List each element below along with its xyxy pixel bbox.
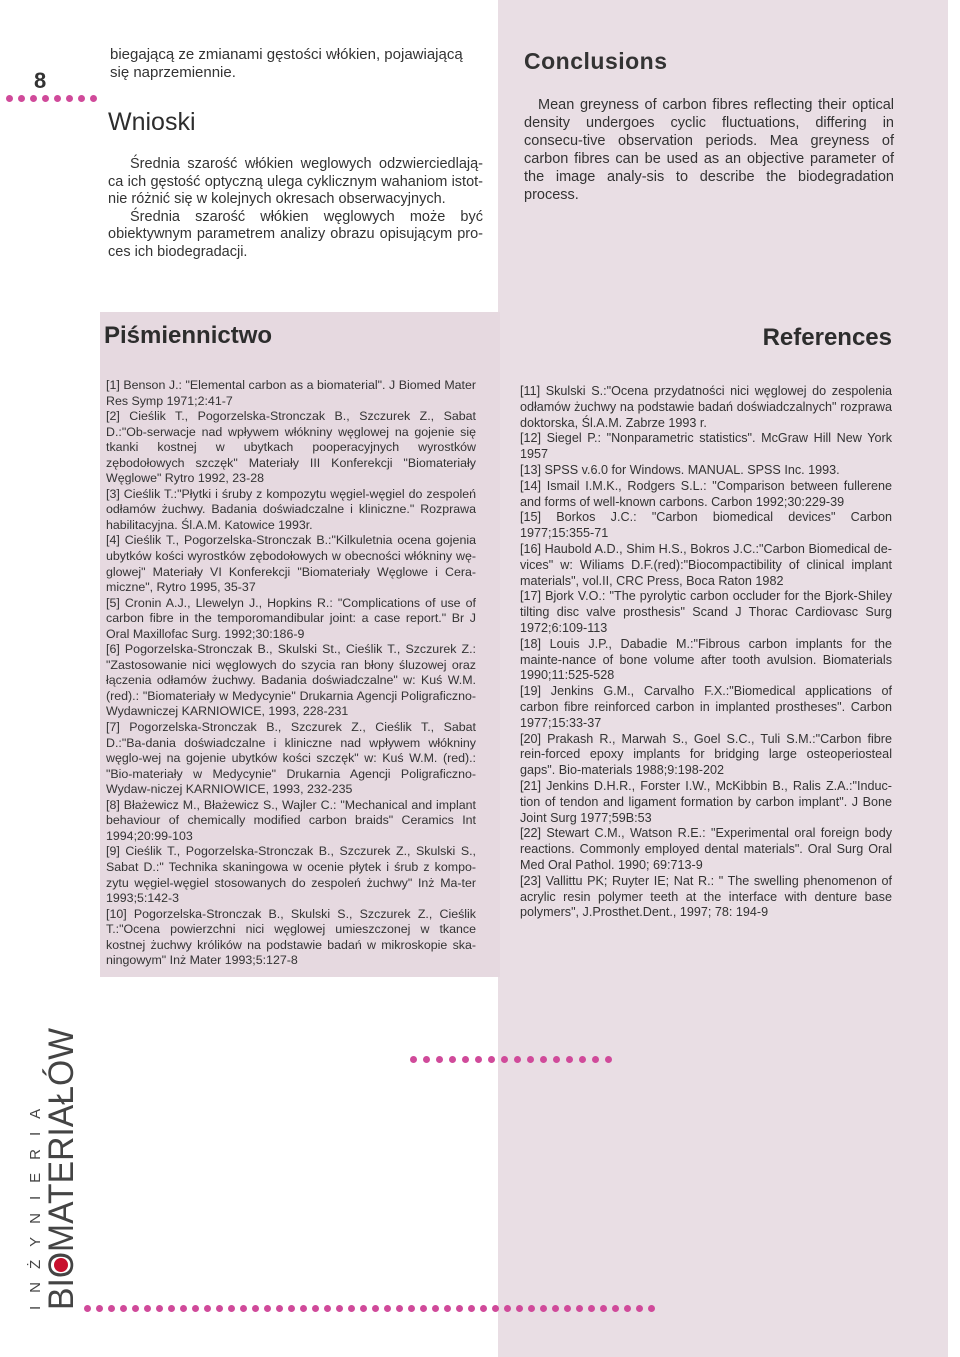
decor-dot	[132, 1305, 139, 1312]
heading-references: References	[762, 324, 892, 351]
decor-dot	[552, 1305, 559, 1312]
decor-dot	[492, 1305, 499, 1312]
decor-dot	[384, 1305, 391, 1312]
heading-conclusions: Conclusions	[524, 48, 668, 74]
polish-conclusions	[108, 156, 483, 261]
decor-dot	[324, 1305, 331, 1312]
reference-item: [12] Siegel P.: "Nonparametric statistics". McGraw Hill New York 1957	[520, 431, 892, 462]
decor-dot	[592, 1056, 599, 1063]
decor-dot	[475, 1056, 482, 1063]
reference-item: [22] Stewart C.M., Watson R.E.: "Experimental oral foreign body reactions. Commonly employed dental materials". Oral Surg Oral Med Oral Pathol. 1990; 69:713-9	[520, 826, 892, 872]
decor-dot	[18, 95, 25, 102]
decor-dot	[96, 1305, 103, 1312]
decor-dot	[336, 1305, 343, 1312]
decor-dot	[462, 1056, 469, 1063]
references-list-right	[520, 384, 892, 921]
heading-pismiennictwo: Piśmiennictwo	[104, 322, 273, 349]
decor-dot	[408, 1305, 415, 1312]
journal-name-lower: BIOMATERIAŁÓW	[42, 1025, 78, 1310]
reference-item: [17] Bjork V.O.: "The pyrolytic carbon occluder for the Bjork-Shiley tilting disc valve prosthesis" Scand J Thorac Cardiovasc Surg 1972;6:109-113	[520, 589, 892, 635]
decor-dot	[288, 1305, 295, 1312]
reference-item: [19] Jenkins G.M., Carvalho F.X.:"Biomedical applications of carbon fibre reinforced carbon in implanted prostheses". Carbon 1977;15:33-37	[520, 684, 892, 730]
page-number: 8	[34, 68, 47, 93]
reference-item: [7] Pogorzelska-Stronczak B., Szczurek Z., Cieślik T., Sabat D.:"Ba-dania doświadczalne i kliniczne nad wpływem włókniny węglo-wej na gojenie ubytków kości szczęk" w: Kuś W.M. (red).: "Bio-materiały w Medycynie" Drukarnia Agencji Poligraficzno-Wydaw-niczej KARNIOWICE, 1993, 232-235	[106, 720, 476, 797]
decor-dot	[6, 95, 13, 102]
decor-dot	[204, 1305, 211, 1312]
decor-dot	[84, 1305, 91, 1312]
decor-dot	[42, 95, 49, 102]
decor-dot	[514, 1056, 521, 1063]
decor-dot	[156, 1305, 163, 1312]
decor-dot	[108, 1305, 115, 1312]
journal-name-upper: INŻYNIERIA	[27, 1095, 44, 1310]
decor-dot	[66, 95, 73, 102]
decor-dot	[423, 1056, 430, 1063]
decor-dot	[516, 1305, 523, 1312]
reference-item: [20] Prakash R., Marwah S., Goel S.C., Tuli S.M.:"Carbon fibre rein-forced epoxy implants for bridging large osteoperiosteal gaps". Bio-materials 1988;9:198-202	[520, 731, 892, 778]
reference-item: [15] Borkos J.C.: "Carbon biomedical devices" Carbon 1977;15:355-71	[520, 510, 892, 541]
decor-dot	[252, 1305, 259, 1312]
decor-dot	[553, 1056, 560, 1063]
decor-dot	[312, 1305, 319, 1312]
decor-dot	[624, 1305, 631, 1312]
decor-dot	[144, 1305, 151, 1312]
decor-dots-middle	[410, 1056, 612, 1063]
decor-dot	[488, 1056, 495, 1063]
decor-dot	[276, 1305, 283, 1312]
decor-dot	[444, 1305, 451, 1312]
decor-dot	[360, 1305, 367, 1312]
decor-dot	[30, 95, 37, 102]
decor-dot	[528, 1305, 535, 1312]
decor-dot	[504, 1305, 511, 1312]
decor-dot	[264, 1305, 271, 1312]
reference-item: [11] Skulski S.:"Ocena przydatności nici węglowej do zespolenia odłamów żuchwy na podstawie badań doświadczalnych" rozprawa doktorska, Śl.A.M. Zabrze 1993 r.	[520, 384, 892, 430]
decor-dot	[648, 1305, 655, 1312]
decor-dot	[54, 95, 61, 102]
decor-dot	[564, 1305, 571, 1312]
decor-dot	[420, 1305, 427, 1312]
reference-item: [13] SPSS v.6.0 for Windows. MANUAL. SPSS Inc. 1993.	[520, 462, 840, 477]
decor-dot	[78, 95, 85, 102]
polish-conclusion-paragraph: Średnia szarość włókien węglowych może być obiektywnym parametrem analizy obrazu opisującym pro-ces ich biodegradacji.	[108, 208, 483, 260]
decor-dot	[612, 1305, 619, 1312]
decor-dot	[192, 1305, 199, 1312]
reference-item: [14] Ismail I.M.K., Rodgers S.L.: "Comparison between fullerene and forms of well-known carbons. Carbon 1992;30:229-39	[520, 478, 892, 509]
reference-item: [4] Cieślik T., Pogorzelska-Stronczak B.:"Kilkuletnia ocena gojenia ubytków kości wyrostków zębodołowych w obecności włókniny wę-glowej" Materiały VI Konferekcji "Biomateriały Węglowe i Cera-miczne", Rytro 1995, 35-37	[106, 533, 476, 595]
decor-dot	[468, 1305, 475, 1312]
reference-item: [2] Cieślik T., Pogorzelska-Stronczak B., Szczurek Z., Sabat D.:"Ob-serwacje nad wpływem włókniny węglowej na gojenie się tkanki kostnej w ubytkach pooperacyjnych wyrostków zębodołowych szczęk" Materiały III Konferekcji "Biomateriały Węglowe" Rytro 1992, 23-28	[106, 409, 476, 486]
polish-intro-text: biegającą ze zmianami gęstości włókien, pojawiającą się naprzemiennie.	[110, 46, 463, 81]
decor-dot	[600, 1305, 607, 1312]
decor-dot	[540, 1056, 547, 1063]
decor-dot	[410, 1056, 417, 1063]
decor-dot	[228, 1305, 235, 1312]
reference-item: [8] Błażewicz M., Błażewicz S., Wajler C.: "Mechanical and implant behaviour of chemically modified carbon braids" Ceramics Int 1994;20:99-103	[106, 797, 476, 843]
references-list-left	[106, 378, 476, 969]
heading-wnioski: Wnioski	[108, 108, 196, 136]
decor-dot	[579, 1056, 586, 1063]
reference-item: [9] Cieślik T., Pogorzelska-Stronczak B., Szczurek Z., Skulski S., Sabat D.:" Technika skaningowa w ocenie płytek i śrub z kompo-zytu węgiel-węgiel stosowanych do zespoleń żuchwy" Inż Ma-ter 1993;5:142-3	[106, 844, 476, 906]
reference-item: [18] Louis J.P., Dabadie M.:"Fibrous carbon implants for the mainte-nance of bone volume after tooth avulsion. Biomaterials 1990;11:525-528	[520, 636, 892, 683]
english-conclusions: Mean greyness of carbon fibres reflecting their optical density undergoes cyclic fluctuations, differing in consecu-tive observation periods. Mea greyness of carbon fibres can be used as an objective parameter of the image analy-sis to describe the biodegradation process.	[524, 97, 894, 203]
decor-dot	[90, 95, 97, 102]
decor-dot	[240, 1305, 247, 1312]
decor-dot	[576, 1305, 583, 1312]
decor-dot	[527, 1056, 534, 1063]
decor-dot	[456, 1305, 463, 1312]
decor-dot	[396, 1305, 403, 1312]
decor-dot	[168, 1305, 175, 1312]
decor-dot	[436, 1056, 443, 1063]
reference-item: [21] Jenkins D.H.R., Forster I.W., McKibbin B., Ralis Z.A.:"Induc-tion of tendon and ligament formation by carbon implant". J Bone Joint Surg 1977;59B:53	[520, 778, 892, 825]
reference-item: [16] Haubold A.D., Shim H.S., Bokros J.C.:"Carbon Biomedical de-vices" w: Wiliams D.F.(red):"Biocompactibility of clinical implant materials", vol.II, CRC Press, Boca Raton 1982	[520, 541, 892, 588]
reference-item: [6] Pogorzelska-Stronczak B., Skulski St., Cieślik T., Szczurek Z.: "Zastosowanie nici węglowych do szycia ran błony śluzowej oraz łączenia odłamów żuchwy. Badania doświadczalne" w: Kuś W.M. (red).: "Biomateriały w Medycynie" Drukarnia Agencji Poligraficzno-Wydawniczej KARNIOWICE, 1993, 228-231	[106, 642, 476, 719]
reference-item: [1] Benson J.: "Elemental carbon as a biomaterial". J Biomed Mater Res Symp 1971;2:41-7	[106, 378, 476, 408]
decor-dot	[300, 1305, 307, 1312]
decor-dot	[636, 1305, 643, 1312]
decor-dot	[372, 1305, 379, 1312]
decor-dot	[348, 1305, 355, 1312]
decor-dot	[566, 1056, 573, 1063]
reference-item: [5] Cronin A.J., Llewelyn J., Hopkins R.: "Complications of use of carbon fibre in the temporomandibular joint: a case report." Br J Oral Maxillofac Surg. 1992;30:186-9	[106, 595, 476, 641]
decor-dot	[432, 1305, 439, 1312]
decor-dot	[120, 1305, 127, 1312]
decor-dot	[540, 1305, 547, 1312]
decor-dot	[588, 1305, 595, 1312]
decor-dot	[180, 1305, 187, 1312]
decor-dots-top	[6, 95, 97, 102]
decor-dot	[480, 1305, 487, 1312]
decor-dot	[216, 1305, 223, 1312]
reference-item: [23] Vallittu PK; Ruyter IE; Nat R.: " The swelling phenomenon of acrylic resin polymer teeth at the interface with denture base polymers", J.Prosthet.Dent., 1997; 78: 194-9	[520, 873, 892, 920]
decor-dot	[501, 1056, 508, 1063]
polish-conclusion-paragraph: Średnia szarość włókien weglowych odzwierciedlają-ca ich gęstość optyczną ulega cyklicznym wahaniom istot-nie różnić się w kolejnych okresach obserwacyjnych.	[108, 156, 483, 207]
reference-item: [3] Cieślik T.:"Płytki i śruby z kompozytu węgiel-węgiel do zespoleń odłamów żuchwy. Badania doświadczalne i kliniczne." Rozprawa habilitacyjna. Śl.A.M. Katowice 1993r.	[106, 486, 476, 532]
decor-dot	[605, 1056, 612, 1063]
reference-item: [10] Pogorzelska-Stronczak B., Skulski S., Szczurek Z., Cieślik T.:"Ocena powierzchni nici węglowej umieszczonej w tkance kostnej żuchwy królików na podstawie badań w mikroskopie ska-ningowym" Inż Mater 1993;5:127-8	[106, 906, 476, 968]
journal-logo-vertical	[26, 1025, 78, 1315]
decor-dot	[449, 1056, 456, 1063]
logo-red-circle-icon	[54, 1258, 68, 1272]
decor-dots-bottom	[84, 1305, 655, 1312]
